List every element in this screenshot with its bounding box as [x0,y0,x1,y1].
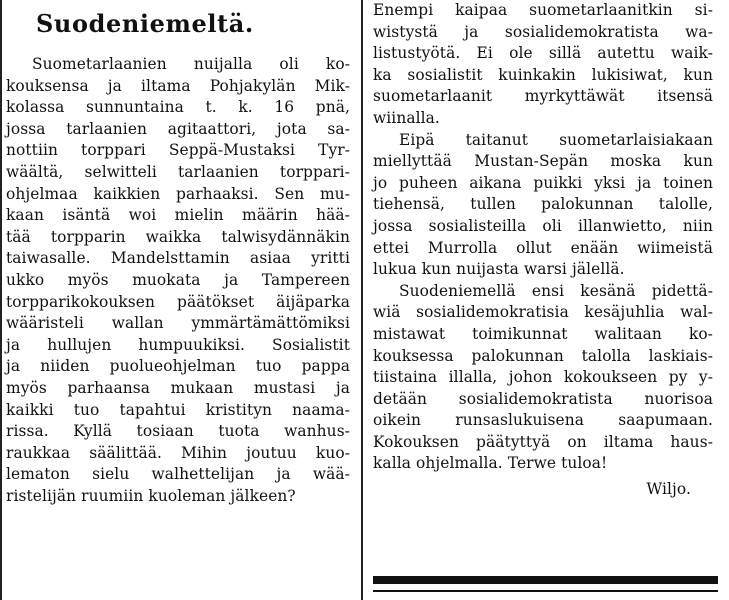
paragraph-3 [373,281,713,475]
left-column-text [6,54,350,507]
text-line: raukkaa säälittää. Mihin joutuu kuo- [6,443,350,462]
text-line: kaikki tuo tapahtui kristityn naama- [6,400,350,419]
text-line: jo puheen aikana puikki yksi ja toinen [373,173,713,192]
article-headline: Suodeniemeltä. [36,9,254,38]
text-line: wiinalla. [373,108,440,127]
text-line: wiä sosialidemokratisia kesäjuhlia wal- [373,303,713,322]
text-line: tiistaina illalla, johon kokoukseen py y- [373,368,713,387]
right-column [373,0,713,501]
text-line: Kokouksen päätyttyä on iltama haus- [373,432,713,451]
text-line: ukko myös muokata ja Tampereen [6,270,350,289]
end-rule-thick [373,576,718,584]
left-column [6,8,350,507]
text-line: ka sosialistit kuinkakin lukisiwat, kun [373,65,713,84]
text-line: lematon sielu walhettelijan ja wää- [6,465,350,484]
text-line: taiwasalle. Mandelsttamin asiaa yritti [6,249,350,268]
paragraph-2 [373,130,713,281]
end-rule-thin [373,590,718,592]
text-line: suometarlaanit myrkyttäwät itsensä [373,87,713,106]
text-line: Eipä taitanut suometarlaisiakaan [399,130,713,149]
text-line: wäältä, selwitteli tarlaanien torppari- [6,162,350,181]
text-line: Enempi kaipaa suometarlaanitkin si- [373,1,713,19]
text-line: ja niiden puolueohjelman tuo pappa [6,357,350,376]
text-line: miellyttää Mustan-Sepän moska kun [373,152,713,171]
text-line: kalla ohjelmalla. Terwe tuloa! [373,454,608,473]
text-line: Suometarlaanien nuijalla oli ko- [32,55,350,73]
text-line: tiehensä, tullen palokunnan talolle, [373,195,713,214]
text-line: jossa tarlaanien agitaattori, jota sa- [6,119,350,138]
text-line: myös parhaansa mukaan mustasi ja [6,378,350,397]
text-line: Suodeniemellä ensi kesänä pidettä- [399,281,713,300]
text-line: wääristeli wallan ymmärtämättömiksi [6,314,350,333]
text-line: kaan isäntä woi mielin määrin hää- [6,206,350,225]
text-line: ja hullujen humpuukiksi. Sosialistit [6,335,350,354]
text-line: nottiin torppari Seppä-Mustaksi Tyr- [6,141,350,160]
text-line: kolassa sunnuntaina t. k. 16 pnä, [6,98,350,117]
text-line: detään sosialidemokratista nuorisoa [373,389,713,408]
text-line: oikein runsaslukuisena saapumaan. [373,411,713,430]
text-line: ristelijän ruumiin kuoleman jälkeen? [6,486,296,505]
text-line: listustyötä. Ei ole sillä autettu waik- [373,44,713,63]
author-signature: Wiljo. [646,480,691,499]
text-line: ettei Murrolla ollut enään wiimeistä [373,238,713,257]
paragraph-1 [373,0,713,130]
text-line: wistystä ja sosialidemokratista wa- [373,22,713,41]
text-line: kouksessa palokunnan talolla laskiais- [373,346,713,365]
text-line: mistawat toimikunnat walitaan ko- [373,324,713,343]
text-line: torpparikokouksen päätökset äijäparka [6,292,350,311]
text-line: kouksensa ja iltama Pohjakylän Mik- [6,76,350,95]
column-divider [361,0,363,600]
left-edge-rule [0,0,2,600]
text-line: tää torpparin waikka talwisydännäkin [6,227,350,246]
text-line: jossa sosialisteilla oli illanwietto, niin [373,216,713,235]
text-line: lukua kun nuijasta warsi jälellä. [373,260,625,279]
text-line: ohjelmaa kaikkien parhaaksi. Sen mu- [6,184,350,203]
text-line: rissa. Kyllä tosiaan tuota wanhus- [6,422,350,441]
